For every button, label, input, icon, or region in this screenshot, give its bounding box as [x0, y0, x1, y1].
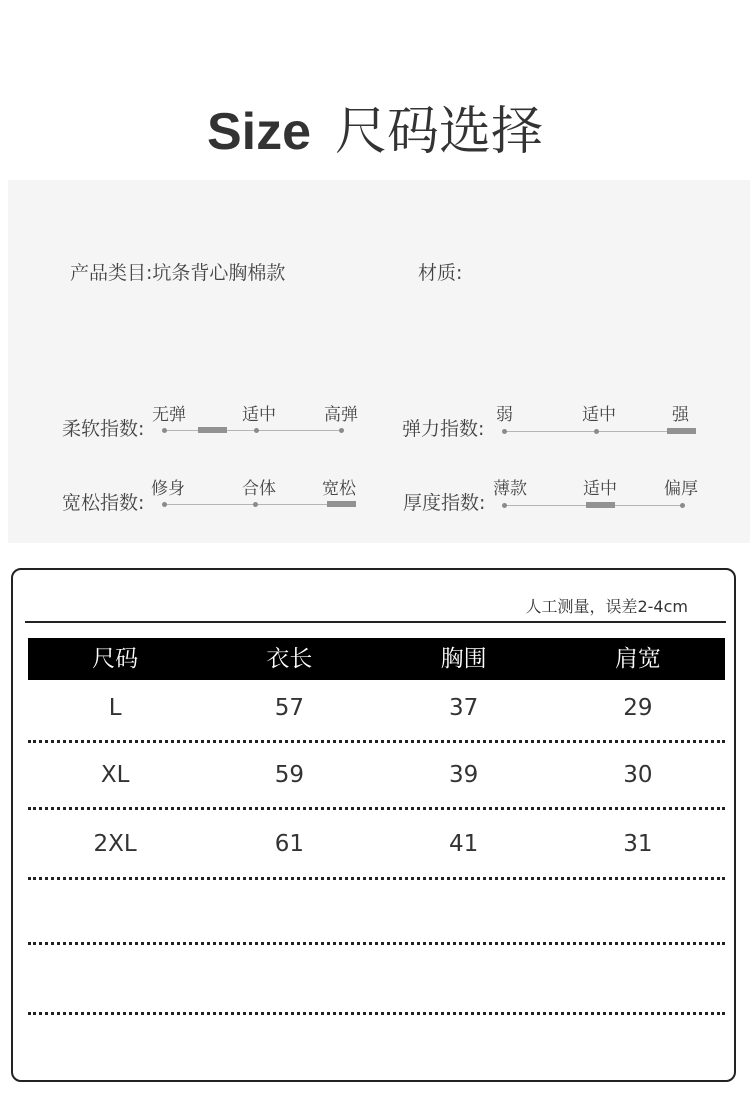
cell-chest: [377, 880, 551, 942]
scale-dot: [502, 429, 507, 434]
title-cn: 尺码选择: [335, 102, 544, 162]
cell-chest: [377, 945, 551, 1012]
scale-dot: [254, 428, 259, 433]
category-line: [70, 258, 285, 285]
cell-chest: [377, 1015, 551, 1075]
cell-length: 57: [274, 695, 305, 721]
cell-shoulder: 29: [623, 695, 653, 721]
scale-track: [164, 504, 354, 505]
scale-option: 宽松: [322, 479, 356, 499]
scale-option: 合体: [242, 479, 276, 499]
scale-option: 弱: [496, 405, 513, 425]
cell-length: [202, 945, 376, 1012]
header-chest: 胸围: [440, 646, 487, 672]
scale-dot: [680, 503, 685, 508]
cell-chest: 41: [448, 831, 479, 857]
page-title: [0, 100, 750, 164]
scale-option: 适中: [242, 405, 276, 425]
scale-dot: [253, 502, 258, 507]
scale-dot: [339, 428, 344, 433]
cell-shoulder: 31: [623, 831, 653, 857]
table-row: [28, 880, 725, 945]
title-en: Size: [206, 103, 312, 161]
index-label: 弹力指数:: [402, 418, 485, 440]
category-value: 坑条背心胸棉款: [152, 262, 286, 284]
scale-selected-marker: [667, 428, 696, 434]
measurement-note: 人工测量，误差2-4cm: [525, 597, 688, 616]
scale-option: 无弹: [152, 405, 186, 425]
cell-shoulder: [551, 945, 725, 1012]
table-row: [28, 743, 725, 810]
cell-shoulder: 30: [623, 762, 653, 788]
material-label: 材质:: [418, 262, 463, 284]
product-info-panel: [8, 180, 750, 543]
cell-size: XL: [100, 762, 130, 788]
table-row: [28, 945, 725, 1015]
cell-length: [202, 880, 376, 942]
cell-size: [28, 945, 202, 1012]
scale-option: 适中: [583, 479, 617, 499]
cell-shoulder: [551, 880, 725, 942]
scale-selected-marker: [198, 427, 227, 433]
size-table: [11, 568, 736, 1082]
cell-shoulder: [551, 1015, 725, 1075]
scale-dot: [162, 502, 167, 507]
scale-track: [164, 430, 342, 431]
scale-option: 修身: [151, 479, 185, 499]
scale-selected-marker: [586, 502, 615, 508]
index-label: 宽松指数:: [62, 492, 145, 514]
scale-dot: [594, 429, 599, 434]
index-label: 厚度指数:: [403, 492, 486, 514]
header-length: 衣长: [266, 646, 313, 672]
table-header: [28, 638, 725, 680]
scale-option: 薄款: [493, 479, 527, 499]
header-shoulder: 肩宽: [614, 646, 661, 672]
scale-option: 偏厚: [664, 479, 698, 499]
cell-size: 2XL: [93, 831, 137, 857]
scale-dot: [502, 503, 507, 508]
table-row: [28, 680, 725, 743]
category-label: 产品类目:: [70, 262, 153, 284]
note-divider: [25, 621, 726, 623]
cell-chest: 39: [448, 762, 479, 788]
cell-size: [28, 880, 202, 942]
cell-size: L: [108, 695, 122, 721]
cell-length: 61: [274, 831, 305, 857]
table-row: [28, 810, 725, 880]
cell-size: [28, 1015, 202, 1075]
scale-selected-marker: [327, 501, 356, 507]
header-size: 尺码: [92, 646, 139, 672]
scale-option: 适中: [582, 405, 616, 425]
scale-option: 高弹: [324, 405, 358, 425]
cell-length: [202, 1015, 376, 1075]
cell-chest: 37: [448, 695, 479, 721]
scale-dot: [162, 428, 167, 433]
index-label: 柔软指数:: [62, 418, 145, 440]
cell-length: 59: [274, 762, 305, 788]
scale-option: 强: [672, 405, 689, 425]
table-row: [28, 1015, 725, 1075]
